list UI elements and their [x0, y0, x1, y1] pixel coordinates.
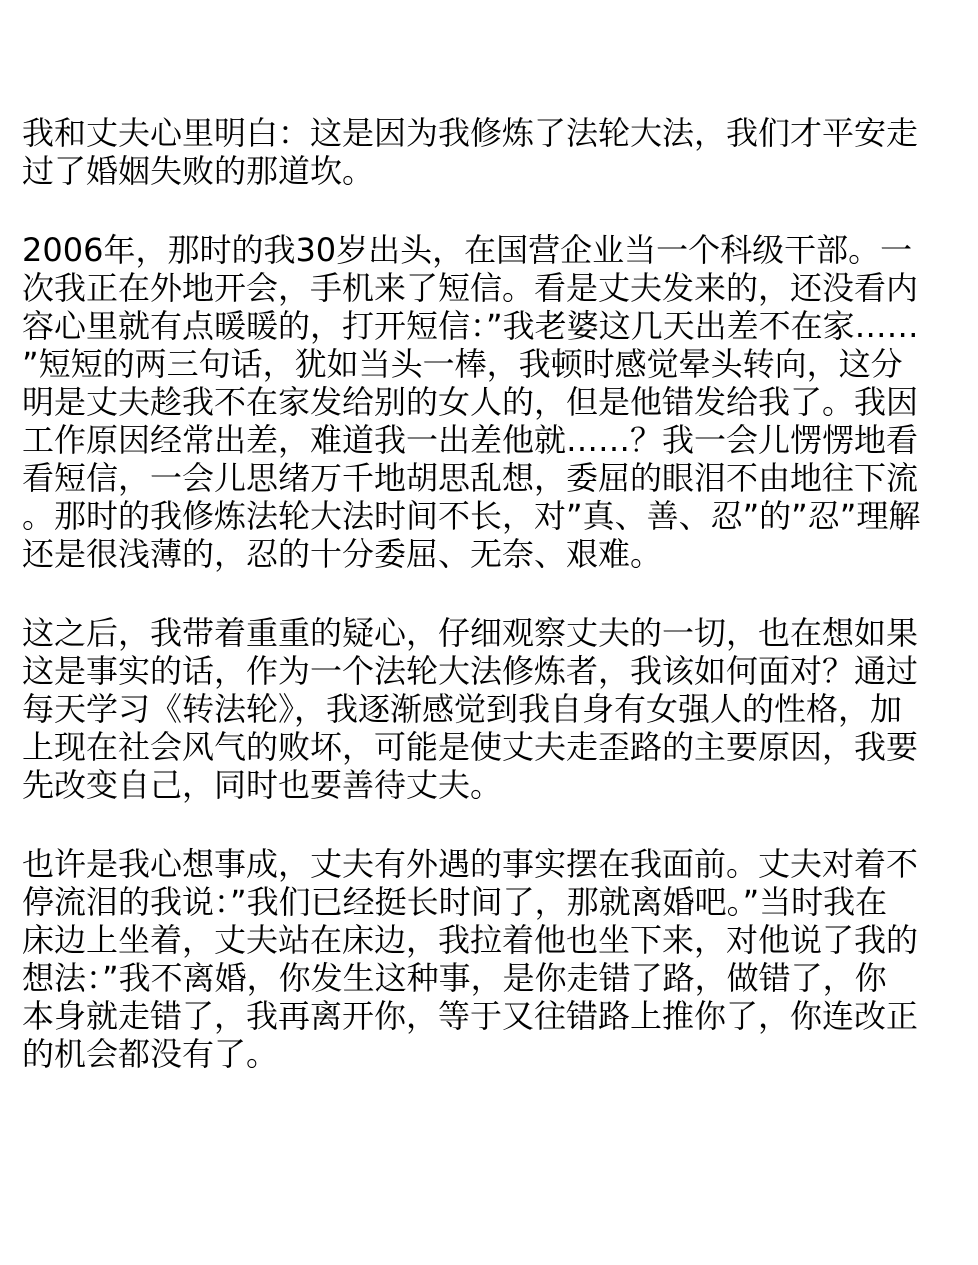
text-line: 还是很浅薄的，忍的十分委屈、无奈、艰难。 [22, 535, 663, 573]
text-line: 我和丈夫心里明白：这是因为我修炼了法轮大法，我们才平安走 [22, 114, 919, 152]
paragraph-2 [22, 231, 952, 573]
text-line: 上现在社会风气的败坏，可能是使丈夫走歪路的主要原因，我要 [22, 728, 919, 766]
text-line: 先改变自己，同时也要善待丈夫。 [22, 766, 503, 804]
article-body [22, 114, 952, 1114]
paragraph-3 [22, 614, 952, 804]
paragraph-4 [22, 845, 952, 1073]
text-line: 这之后，我带着重重的疑心，仔细观察丈夫的一切，也在想如果 [22, 614, 919, 652]
text-line: 容心里就有点暖暖的，打开短信：”我老婆这几天出差不在家…… [22, 307, 919, 345]
text-line: 2006年，那时的我30岁出头，在国营企业当一个科级干部。一 [22, 231, 913, 269]
text-line: 明是丈夫趁我不在家发给别的女人的，但是他错发给我了。我因 [22, 383, 919, 421]
text-line: 。那时的我修炼法轮大法时间不长，对”真、善、忍”的”忍”理解 [22, 497, 921, 535]
paragraph-1 [22, 114, 952, 190]
text-line: 想法：”我不离婚，你发生这种事，是你走错了路，做错了，你 [22, 959, 887, 997]
text-line: 工作原因经常出差，难道我一出差他就……？我一会儿愣愣地看 [22, 421, 919, 459]
text-line: 看短信，一会儿思绪万千地胡思乱想，委屈的眼泪不由地往下流 [22, 459, 919, 497]
text-line: 每天学习《转法轮》，我逐渐感觉到我自身有女强人的性格，加 [22, 690, 903, 728]
text-line: 停流泪的我说：”我们已经挺长时间了，那就离婚吧。”当时我在 [22, 883, 888, 921]
text-line: 过了婚姻失败的那道坎。 [22, 152, 375, 190]
text-line: 也许是我心想事成，丈夫有外遇的事实摆在我面前。丈夫对着不 [22, 845, 919, 883]
text-line: 本身就走错了，我再离开你，等于又往错路上推你了，你连改正 [22, 997, 919, 1035]
text-line: ”短短的两三句话，犹如当头一棒，我顿时感觉晕头转向，这分 [22, 345, 903, 383]
text-line: 次我正在外地开会，手机来了短信。看是丈夫发来的，还没看内 [22, 269, 919, 307]
text-line: 的机会都没有了。 [22, 1035, 279, 1073]
text-line: 这是事实的话，作为一个法轮大法修炼者，我该如何面对？通过 [22, 652, 919, 690]
text-line: 床边上坐着，丈夫站在床边，我拉着他也坐下来，对他说了我的 [22, 921, 919, 959]
